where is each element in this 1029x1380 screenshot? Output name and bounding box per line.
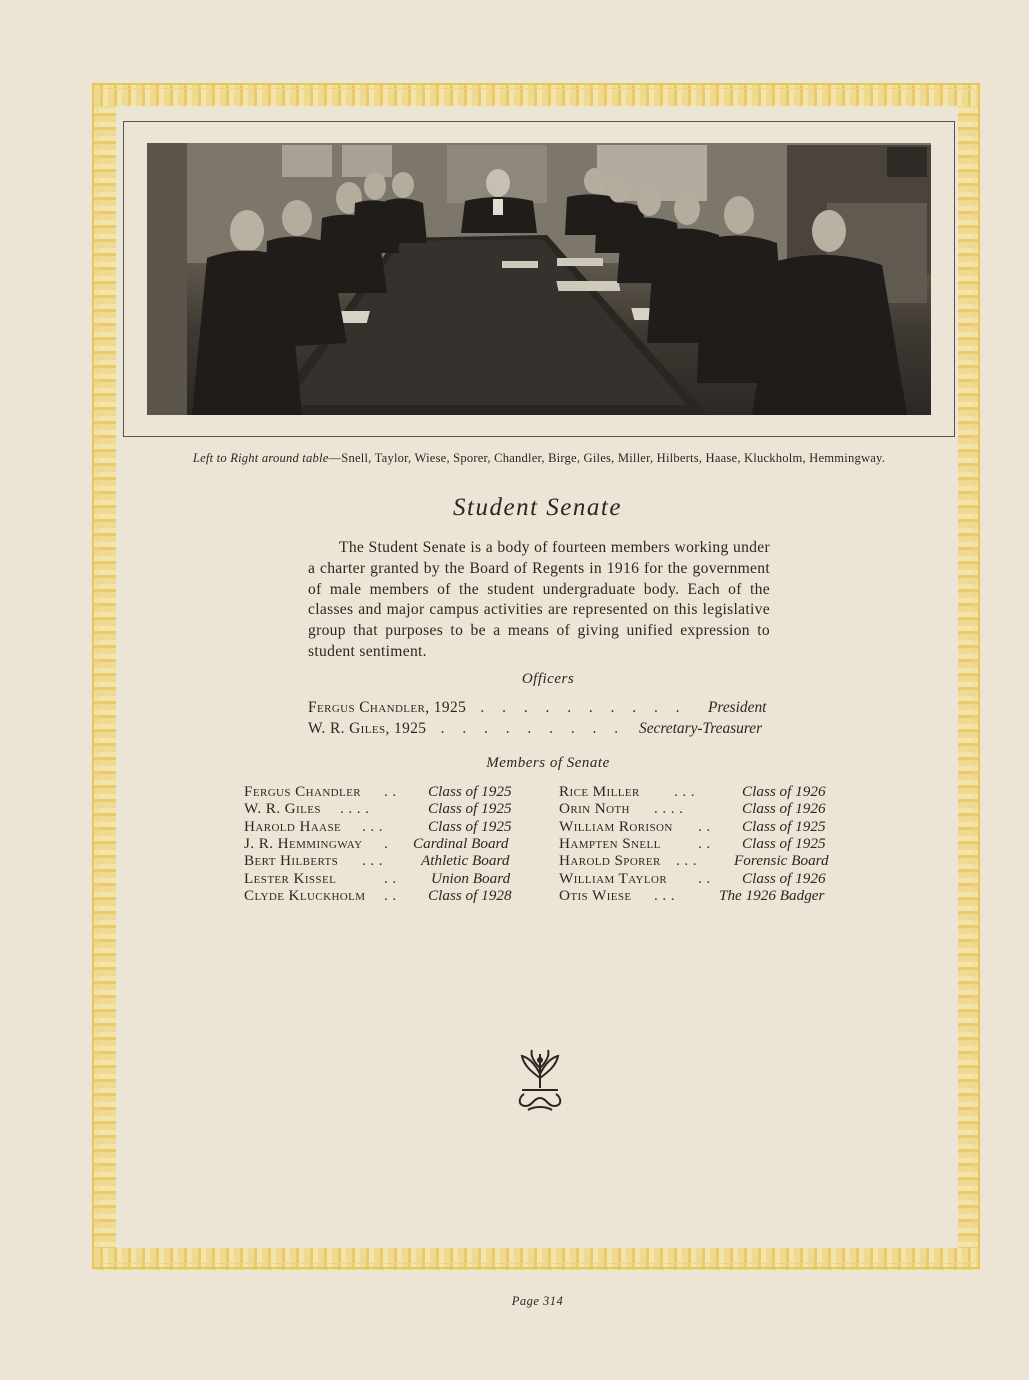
group-photo <box>147 143 931 415</box>
member-name: Harold Sporer <box>559 852 661 869</box>
floral-ornament-icon <box>514 1048 566 1114</box>
leader-dots: . . . . . . . . . . <box>480 699 687 716</box>
member-name: J. R. Hemmingway <box>244 835 363 852</box>
member-name: Otis Wiese <box>559 887 632 904</box>
officers-heading: Officers <box>521 671 575 687</box>
officer-role: President <box>708 699 767 716</box>
leader-dots: . . . <box>362 852 383 869</box>
member-name: Fergus Chandler <box>244 783 361 800</box>
leader-dots: . . <box>698 835 711 852</box>
member-role: Cardinal Board <box>413 835 509 852</box>
member-role: Class of 1925 <box>742 818 826 835</box>
caption-lead: Left to Right around table <box>192 451 329 465</box>
member-name: Lester Kissel <box>244 870 337 887</box>
leader-dots: . . . <box>674 783 695 800</box>
member-name: W. R. Giles <box>244 800 321 817</box>
page-title: Student Senate <box>453 494 622 521</box>
member-name: William Rorison <box>559 818 673 835</box>
leader-dots: . . <box>384 783 397 800</box>
member-name: Clyde Kluckholm <box>244 887 366 904</box>
members-heading: Members of Senate <box>486 755 610 771</box>
leader-dots: . . . . <box>654 800 684 817</box>
leader-dots: . . <box>698 870 711 887</box>
member-role: Class of 1925 <box>742 835 826 852</box>
member-role: Class of 1925 <box>428 818 512 835</box>
member-name: William Taylor <box>559 870 668 887</box>
member-role: Class of 1926 <box>742 870 826 887</box>
leader-dots: . . . <box>362 818 383 835</box>
member-name: Orin Noth <box>559 800 630 817</box>
caption-names: —Snell, Taylor, Wiese, Sporer, Chandler, Birge, Giles, Miller, Hilberts, Haase, Kluckholm, Hemmingway. <box>328 451 886 465</box>
member-role: Class of 1925 <box>428 800 512 817</box>
leader-dots: . . <box>384 870 397 887</box>
description-paragraph: The Student Senate is a body of fourteen members working under a charter granted by the Board of Regents in 1916 for the government of male members of the student undergraduate body. Each of the classes and major campus activities are represented on this legislative group that purposes to be a means of giving unified expression to student sentiment. <box>308 539 770 660</box>
leader-dots: . . . <box>676 852 697 869</box>
page-number: Page 314 <box>511 1294 564 1308</box>
member-role: The 1926 Badger <box>719 887 825 904</box>
member-role: Union Board <box>431 870 511 887</box>
member-role: Class of 1928 <box>428 887 512 904</box>
member-name: Bert Hilberts <box>244 852 339 869</box>
member-role: Athletic Board <box>421 852 510 869</box>
officer-role: Secretary-Treasurer <box>639 720 763 737</box>
officer-name: W. R. Giles, 1925 <box>308 720 427 737</box>
leader-dots: . <box>384 835 389 852</box>
member-role: Class of 1926 <box>742 800 826 817</box>
member-role: Class of 1925 <box>428 783 512 800</box>
leader-dots: . . <box>698 818 711 835</box>
officer-name: Fergus Chandler, 1925 <box>308 699 467 716</box>
leader-dots: . . . <box>654 887 675 904</box>
officer-row <box>308 720 625 738</box>
leader-dots: . . <box>384 887 397 904</box>
member-name: Hampten Snell <box>559 835 661 852</box>
member-name: Harold Haase <box>244 818 342 835</box>
officer-row <box>308 699 687 717</box>
leader-dots: . . . . <box>340 800 370 817</box>
group-photo-illustration <box>147 143 931 415</box>
member-name: Rice Miller <box>559 783 640 800</box>
member-role: Forensic Board <box>734 852 829 869</box>
member-role: Class of 1926 <box>742 783 826 800</box>
leader-dots: . . . . . . . . . <box>440 720 626 737</box>
photo-caption <box>123 451 955 466</box>
